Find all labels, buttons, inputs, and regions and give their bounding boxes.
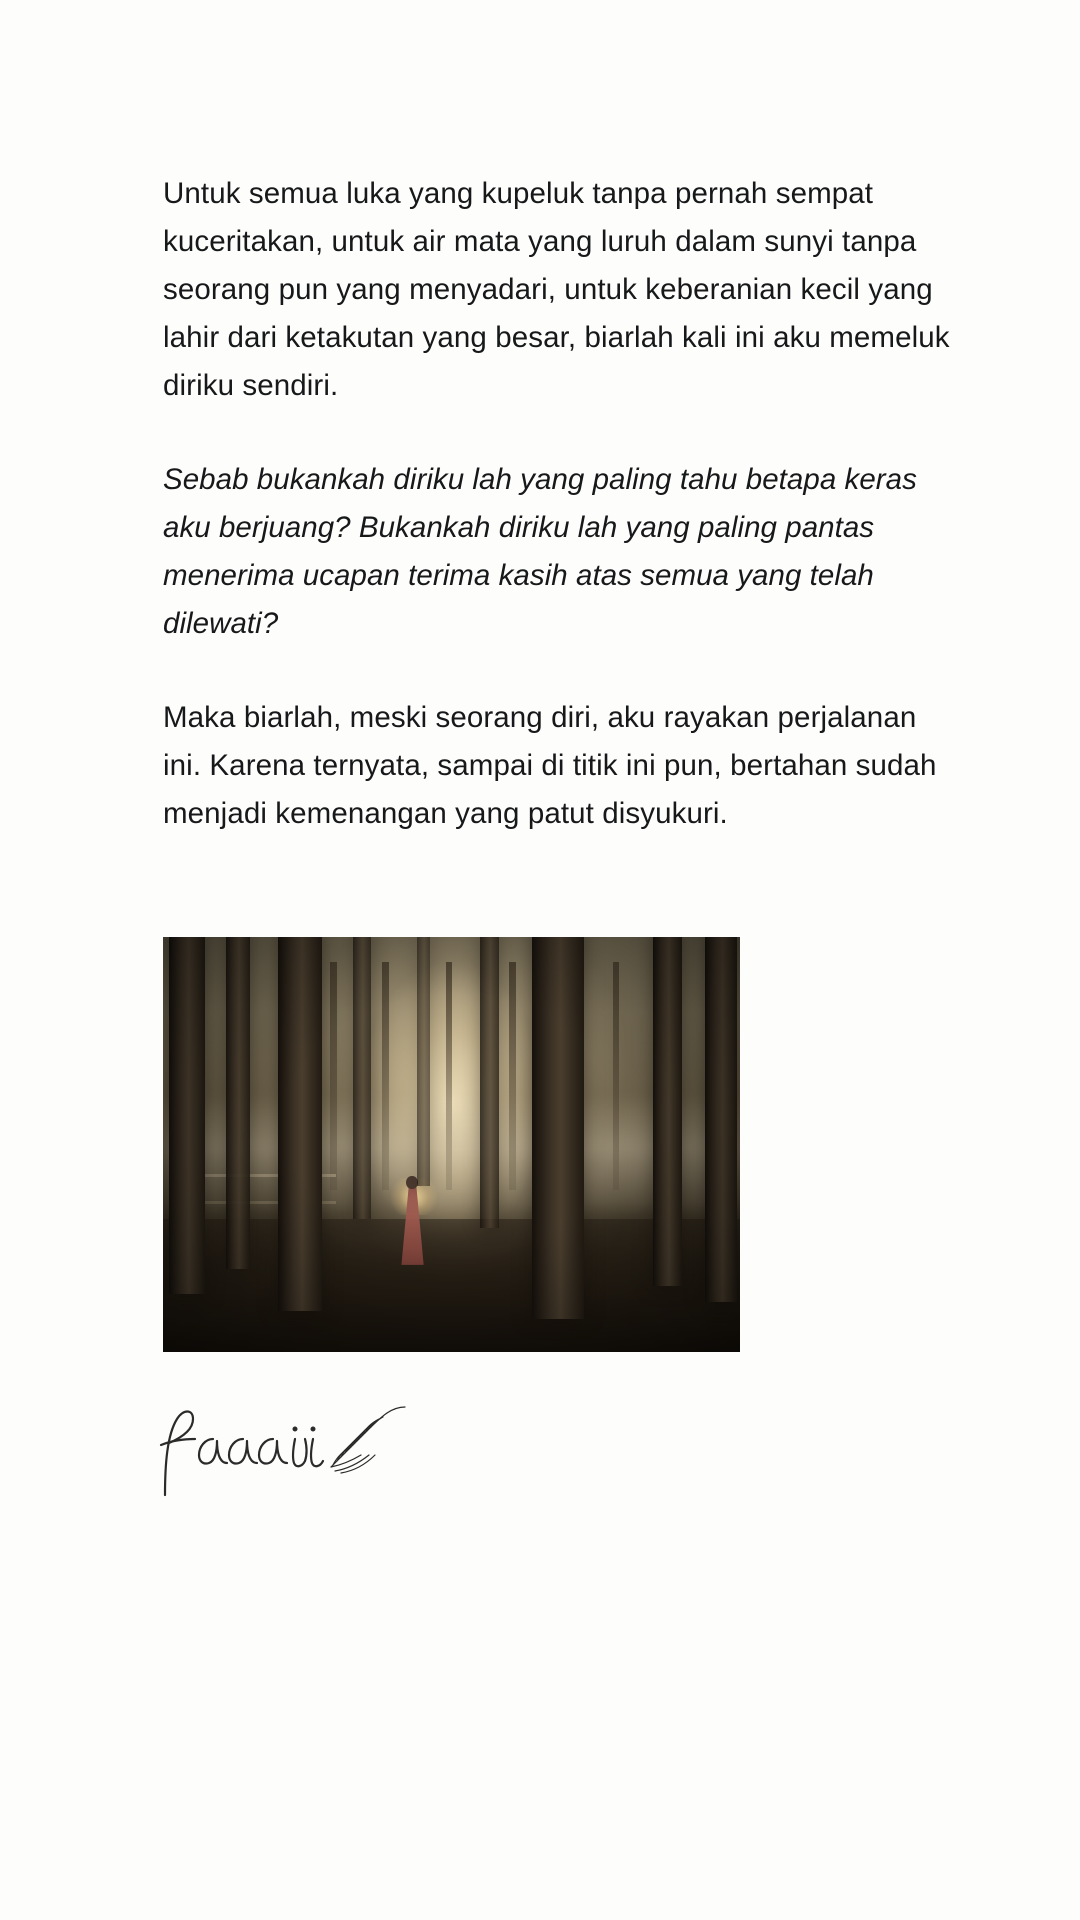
text-content [163, 170, 953, 884]
paragraph-3: Maka biarlah, meski seorang diri, aku rayakan perjalanan ini. Karena ternyata, sampai di titik ini pun, bertahan sudah menjadi kemenangan yang patut disyukuri. [163, 701, 937, 830]
vignette [163, 937, 740, 1352]
paragraph-1: Untuk semua luka yang kupeluk tanpa pernah sempat kuceritakan, untuk air mata yang luruh dalam sunyi tanpa seorang pun yang menyadari, untuk keberanian kecil yang lahir dari ketakutan yang besar, biarlah kali ini aku memeluk diriku sendiri. [163, 177, 950, 402]
signature [155, 1395, 415, 1505]
feather-quill-icon [331, 1407, 405, 1473]
forest-photo-scene [163, 937, 740, 1352]
signature-script-icon [161, 1412, 323, 1496]
signature-svg [155, 1395, 415, 1505]
paragraph-2: Sebab bukankah diriku lah yang paling tahu betapa keras aku berjuang? Bukankah diriku lah yang paling pantas menerima ucapan terima kasih atas semua yang telah dilewati? [163, 463, 917, 640]
forest-photo [163, 937, 740, 1352]
